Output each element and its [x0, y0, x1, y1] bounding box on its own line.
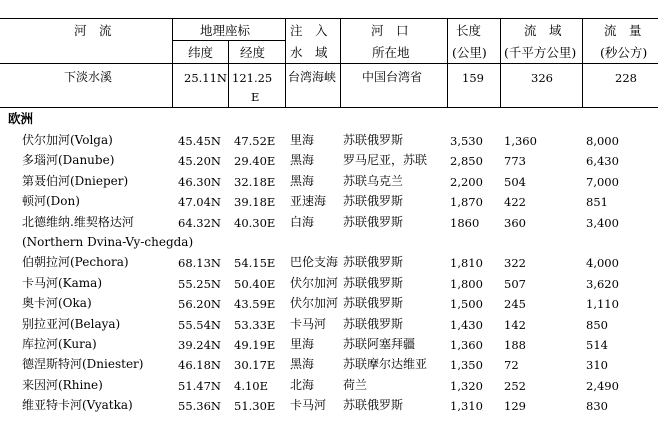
cell-basin: 245	[504, 297, 526, 311]
col-divider-1	[172, 18, 173, 108]
cell-name: 奥卡河(Oka)	[22, 296, 92, 310]
cell-basin: 773	[504, 154, 526, 168]
header-coord: 地理座标	[200, 23, 251, 38]
cell-name: 维亚特卡河(Vyatka)	[22, 398, 133, 412]
cell-length: 1,320	[450, 379, 483, 393]
section-heading: 欧洲	[8, 111, 34, 126]
first-row-mouth: 中国台湾省	[362, 70, 423, 84]
table-top-rule	[0, 18, 658, 19]
cell-lon: 49.19E	[234, 338, 276, 352]
cell-lat: 55.36N	[178, 399, 221, 413]
cell-water: 黑海	[290, 357, 315, 371]
header-bottom-rule	[0, 63, 658, 64]
header-length-1: 长度	[456, 23, 482, 38]
cell-basin: 252	[504, 379, 526, 393]
cell-lon: 29.40E	[234, 154, 276, 168]
cell-flow: 3,400	[586, 216, 619, 230]
cell-mouth: 苏联乌克兰	[343, 174, 404, 188]
cell-water: 伏尔加河	[290, 276, 339, 290]
cell-length: 1,870	[450, 195, 483, 209]
cell-lat: 45.20N	[178, 154, 221, 168]
cell-water: 黑海	[290, 174, 315, 188]
first-row-basin: 326	[531, 71, 553, 85]
header-river: 河 流	[74, 23, 112, 38]
cell-lat: 47.04N	[178, 195, 221, 209]
cell-lon: 39.18E	[234, 195, 276, 209]
cell-flow: 851	[586, 195, 608, 209]
cell-lon: 32.18E	[234, 175, 276, 189]
cell-length: 1,800	[450, 277, 483, 291]
cell-basin: 142	[504, 318, 526, 332]
cell-flow: 514	[586, 338, 608, 352]
cell-flow: 310	[586, 358, 608, 372]
cell-lat: 46.30N	[178, 175, 221, 189]
col-divider-4	[447, 18, 448, 108]
cell-lat: 64.32N	[178, 216, 221, 230]
cell-basin: 504	[504, 175, 526, 189]
header-basin-2: (千平方公里)	[504, 45, 577, 60]
cell-length: 1,810	[450, 256, 483, 270]
cell-lon: 51.30E	[234, 399, 276, 413]
header-lat: 纬度	[188, 45, 214, 60]
cell-name: 来因河(Rhine)	[22, 378, 103, 392]
cell-mouth: 苏联摩尔达维亚	[343, 357, 428, 371]
cell-lon: 4.10E	[234, 379, 269, 393]
cell-name: 别拉亚河(Belaya)	[22, 317, 121, 331]
col-divider-6	[582, 18, 583, 108]
cell-water: 白海	[290, 215, 315, 229]
first-row-flow: 228	[615, 71, 637, 85]
cell-mouth: 苏联俄罗斯	[343, 296, 404, 310]
cell-lon: 43.59E	[234, 297, 276, 311]
first-row-water: 台湾海峡	[288, 70, 337, 84]
cell-name: 库拉河(Kura)	[22, 337, 97, 351]
cell-name: 德涅斯特河(Dniester)	[22, 357, 144, 371]
col-divider-5	[500, 18, 501, 108]
cell-name: 多瑙河(Danube)	[22, 153, 115, 167]
cell-length: 2,200	[450, 175, 483, 189]
cell-length: 2,850	[450, 154, 483, 168]
cell-name: 伯朝拉河(Pechora)	[22, 255, 129, 269]
cell-lat: 68.13N	[178, 256, 221, 270]
cell-basin: 422	[504, 195, 526, 209]
cell-water: 黑海	[290, 153, 315, 167]
cell-mouth: 荷兰	[343, 378, 368, 392]
cell-flow: 2,490	[586, 379, 619, 393]
header-mouth-1: 河 口	[371, 23, 409, 38]
header-lon: 经度	[240, 45, 266, 60]
cell-lat: 55.25N	[178, 277, 221, 291]
cell-flow: 3,620	[586, 277, 619, 291]
cell-basin: 360	[504, 216, 526, 230]
header-inflow-1: 注 入	[290, 23, 328, 38]
cell-mouth: 罗马尼亚，苏联	[343, 153, 428, 167]
cell-length: 1,500	[450, 297, 483, 311]
cell-lat: 46.18N	[178, 358, 221, 372]
cell-mouth: 苏联俄罗斯	[343, 133, 404, 147]
first-row-lon-1: 121.25	[232, 71, 273, 85]
cell-lat: 45.45N	[178, 134, 221, 148]
cell-water: 卡马河	[290, 317, 327, 331]
first-row-lat: 25.11N	[184, 71, 227, 85]
cell-basin: 188	[504, 338, 526, 352]
cell-mouth: 苏联阿塞拜疆	[343, 337, 416, 351]
cell-water: 巴伦支海	[290, 255, 339, 269]
cell-name: 伏尔加河(Volga)	[22, 133, 113, 147]
cell-length: 1,430	[450, 318, 483, 332]
cell-lon: 47.52E	[234, 134, 276, 148]
cell-length: 1860	[450, 216, 480, 230]
cell-name: (Northern Dvina-Vy-chegda)	[22, 235, 194, 249]
cell-mouth: 苏联俄罗斯	[343, 255, 404, 269]
cell-length: 1,350	[450, 358, 483, 372]
header-length-2: (公里)	[452, 45, 487, 60]
cell-mouth: 苏联俄罗斯	[343, 317, 404, 331]
first-row-bottom-rule	[0, 107, 658, 108]
first-row-lon-2: E	[251, 90, 260, 104]
cell-water: 里海	[290, 337, 315, 351]
cell-mouth: 苏联俄罗斯	[343, 276, 404, 290]
cell-name: 顿河(Don)	[22, 194, 80, 208]
header-flow-2: (秒公方)	[600, 45, 648, 60]
cell-basin: 322	[504, 256, 526, 270]
first-row-name: 下淡水溪	[64, 70, 113, 84]
cell-basin: 129	[504, 399, 526, 413]
cell-basin: 1,360	[504, 134, 537, 148]
cell-mouth: 苏联俄罗斯	[343, 398, 404, 412]
cell-flow: 6,430	[586, 154, 619, 168]
cell-name: 第聂伯河(Dnieper)	[22, 174, 129, 188]
cell-water: 北海	[290, 378, 315, 392]
first-row-length: 159	[462, 71, 484, 85]
cell-flow: 1,110	[586, 297, 619, 311]
header-mouth-2: 所在地	[372, 45, 410, 60]
cell-water: 里海	[290, 133, 315, 147]
col-divider-lat-lon	[228, 40, 229, 108]
cell-length: 1,360	[450, 338, 483, 352]
cell-water: 卡马河	[290, 398, 327, 412]
cell-length: 1,310	[450, 399, 483, 413]
cell-lat: 51.47N	[178, 379, 221, 393]
cell-lon: 30.17E	[234, 358, 276, 372]
cell-lon: 53.33E	[234, 318, 276, 332]
header-basin-1: 流 域	[524, 23, 562, 38]
cell-lon: 40.30E	[234, 216, 276, 230]
cell-lon: 54.15E	[234, 256, 276, 270]
cell-mouth: 苏联俄罗斯	[343, 215, 404, 229]
cell-lat: 56.20N	[178, 297, 221, 311]
cell-lat: 55.54N	[178, 318, 221, 332]
cell-basin: 507	[504, 277, 526, 291]
cell-water: 伏尔加河	[290, 296, 339, 310]
cell-flow: 4,000	[586, 256, 619, 270]
cell-name: 北德维纳.维契格达河	[22, 215, 134, 229]
cell-lon: 50.40E	[234, 277, 276, 291]
cell-basin: 72	[504, 358, 519, 372]
cell-name: 卡马河(Kama)	[22, 276, 103, 290]
cell-water: 亚速海	[290, 194, 327, 208]
cell-flow: 8,000	[586, 134, 619, 148]
cell-lat: 39.24N	[178, 338, 221, 352]
col-divider-2	[285, 18, 286, 108]
cell-length: 3,530	[450, 134, 483, 148]
cell-flow: 830	[586, 399, 608, 413]
cell-flow: 850	[586, 318, 608, 332]
header-inflow-2: 水 域	[290, 45, 328, 60]
col-divider-3	[340, 18, 341, 108]
header-flow-1: 流 量	[604, 23, 642, 38]
cell-flow: 7,000	[586, 175, 619, 189]
cell-mouth: 苏联俄罗斯	[343, 194, 404, 208]
